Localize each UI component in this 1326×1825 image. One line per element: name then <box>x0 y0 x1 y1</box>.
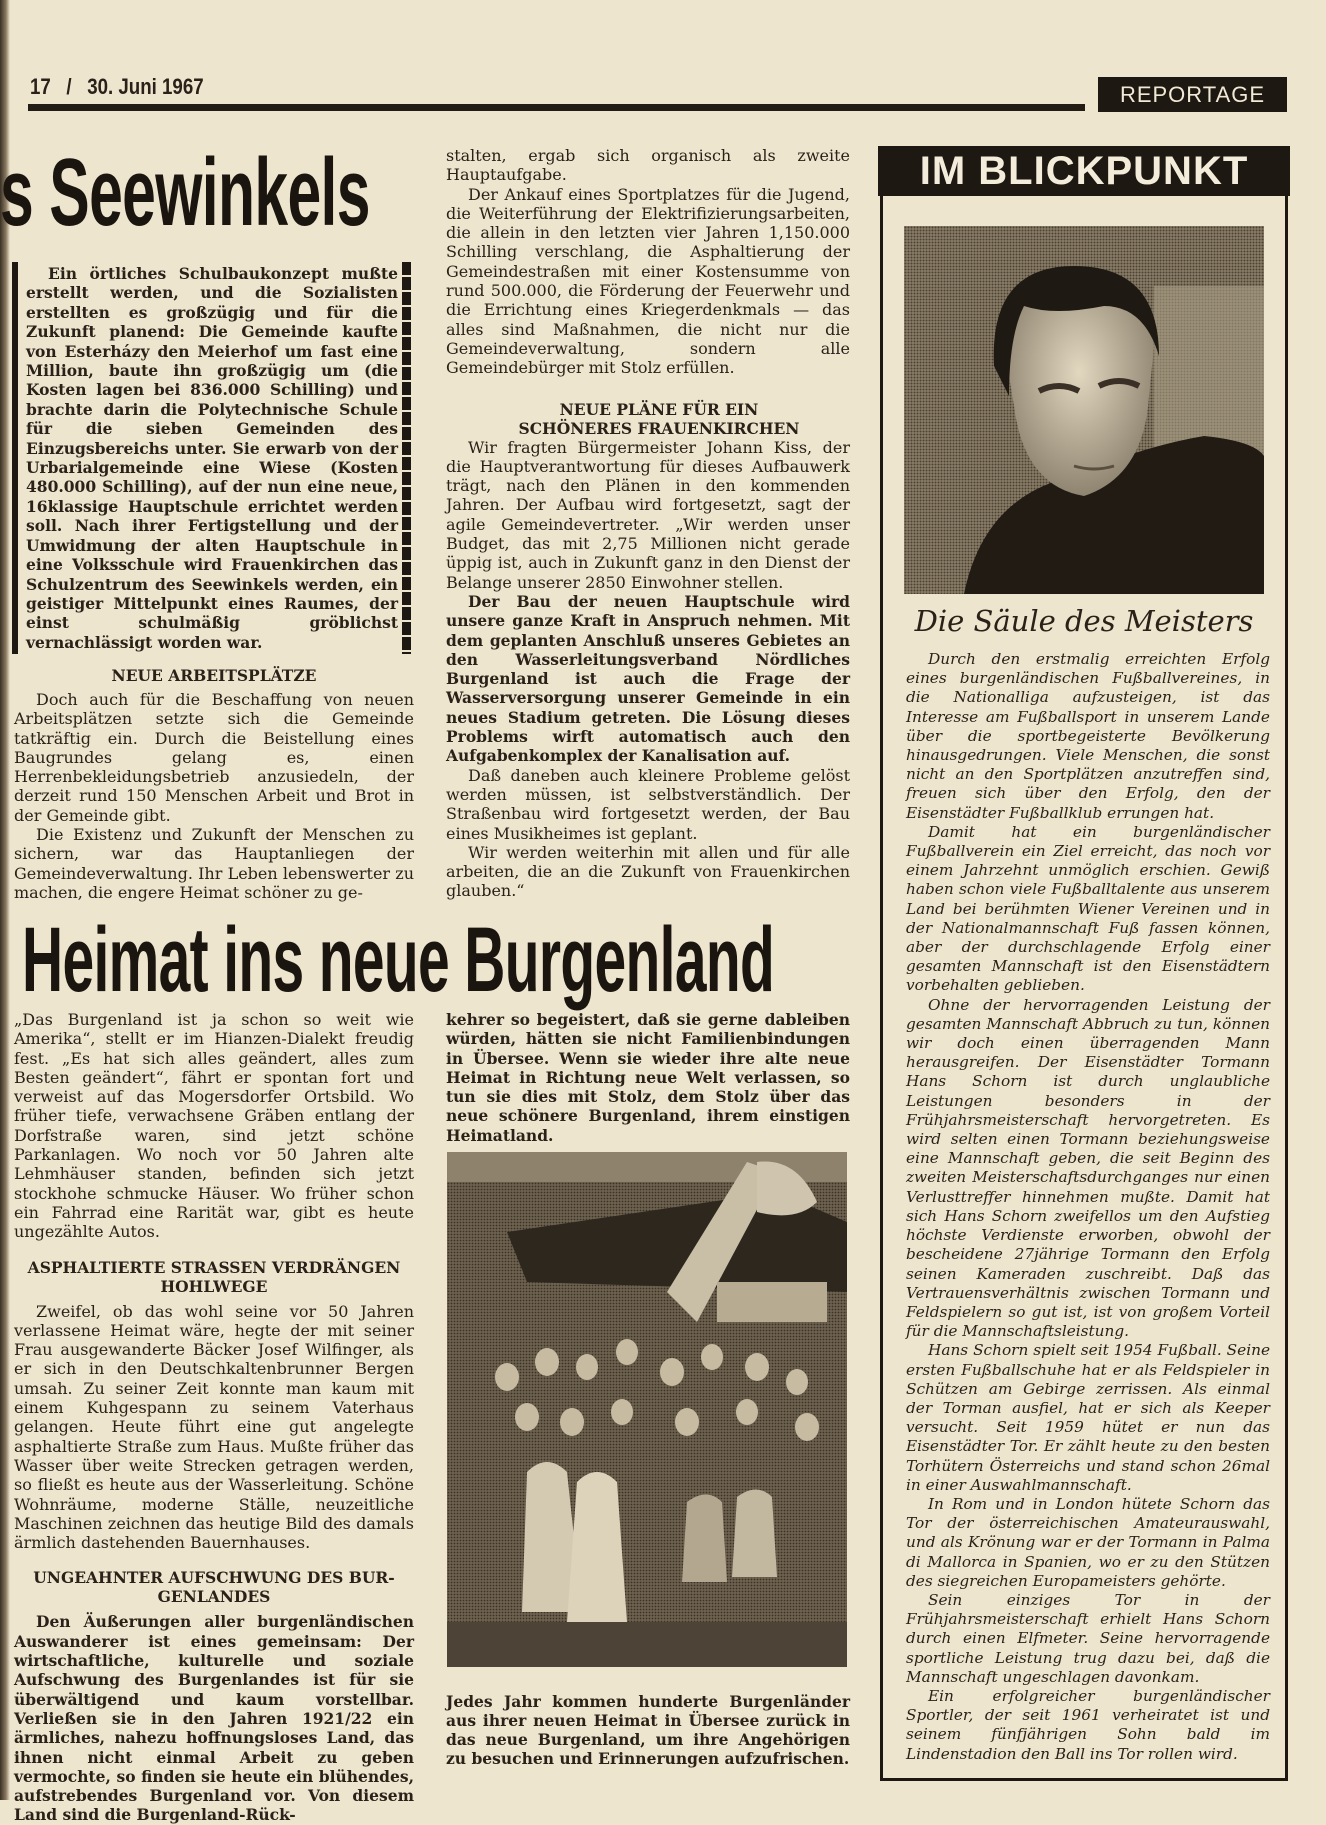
crowd-photo <box>447 1152 847 1667</box>
page-spine-shadow <box>0 0 10 1800</box>
box-border-right <box>402 262 411 654</box>
paragraph: Der Ankauf eines Sportplatzes für die Jugend, die Weiterführung der Elektrifizierungsarbeiten, die allein in den letzten vier Jahren 1,150.000 Schilling verschlang, die Asphaltierung der Gemeindestraßen mit einer Kostensumme von rund 500.000, die Förderung der Feuerwehr und die Errichtung eines Kriegerdenkmals — das alles sind Maßnahmen, die nicht nur die Gemeindeverwaltung, sondern alle Gemeindebürger mit Stolz erfüllen. <box>446 184 850 378</box>
header-rule <box>28 104 1085 111</box>
paragraph: Ein erfolgreicher burgenländischer Sportler, der seit 1961 verheiratet ist und seinem fünfjährigen Sohn bald im Lindenstadion den Ball ins Tor rollen wird. <box>906 1686 1270 1763</box>
issue-date: 30. Juni 1967 <box>87 74 204 99</box>
page-header-date <box>30 74 204 100</box>
bold-paragraph: Der Bau der neuen Hauptschule wird unsere ganze Kraft in Anspruch nehmen. Mit dem geplanten Anschluß unseres Gebietes an den Wasserleitungsverband Nördliches Burgenland ist auch die Frage der Wasserversorgung unserer Gemeinde in ein neues Stadium getreten. Die Lösung dieses Problems wirft automatisch auch den Aufgabenkomplex der Kanalisation auf. <box>446 591 850 766</box>
article2-left-column <box>14 1010 414 1825</box>
subhead-aufschwung-line2: GENLANDES <box>157 1587 271 1607</box>
paragraph: Wir werden weiterhin mit allen und für alle arbeiten, die an die Zukunft von Frauenkirchen glauben.“ <box>446 842 850 901</box>
paragraph: Sein einziges Tor in der Frühjahrsmeisterschaft erhielt Hans Schorn durch einen Elfmeter. Seine hervorragende sportliche Leistung trug dazu bei, daß die Mannschaft ungeschlagen davonkam. <box>906 1590 1270 1686</box>
sidebar-banner: IM BLICKPUNKT <box>878 146 1290 196</box>
subhead-neue-plaene-line2: SCHÖNERES FRAUENKIRCHEN <box>518 418 800 438</box>
paragraph: In Rom und in London hütete Schorn das Tor der österreichischen Amateurauswahl, und als Krönung war er der Tormann in Palma di Mallorca in Spanien, wo er zu den Stützen des siegreichen Europameisters gehörte. <box>906 1494 1270 1590</box>
paragraph: Durch den erstmalig erreichten Erfolg eines burgenländischen Fußballvereines, in die Nationalliga aufzusteigen, ist das Interesse am Fußballsport in unserem Lande über die sportbegeisterte Bevölkerung hinausgedrungen. Viele Menschen, die sonst nicht an den Sportplätzen anzutreffen sind, freuen sich über den Erfolg, den der Eisenstädter Fußballklub errungen hat. <box>906 650 1270 822</box>
subhead-neue-plaene: NEUE PLÄNE FÜR EIN <box>559 399 759 419</box>
subhead-asphaltierte-strassen-line2: HOHLWEGE <box>160 1276 268 1296</box>
article2-headline: Heimat ins neue Burgenland <box>22 909 775 1011</box>
boxed-paragraph-container <box>26 264 398 656</box>
paragraph: Doch auch für die Beschaffung von neuen Arbeitsplätzen setzte sich die Gemeinde tatkräftig ein. Durch die Beistellung eines Baugrundes gelang es, einen Herrenbekleidungsbetrieb anzusiedeln, der derzeit rund 150 Menschen Arbeit und Brot in der Gemeinde gibt. <box>14 690 414 825</box>
article1-middle-column <box>446 146 850 901</box>
box-border-left <box>12 262 18 654</box>
paragraph: Wir fragten Bürgermeister Johann Kiss, der die Hauptverantwortung für dieses Aufbauwerk trägt, nach den Plänen in den kommenden Jahren. Der Aufbau wird fortgesetzt, sagt der agile Gemeindevertreter. „Wir werden unser Budget, das mit 2,75 Millionen nicht gerade üppig ist, auch in Zukunft ganz in den Dienst der Belange unserer 2850 Einwohner stellen. <box>446 437 850 592</box>
paragraph: Ohne der hervorragenden Leistung der gesamten Mannschaft Abbruch zu tun, können wir doch einen überragenden Mann herausgreifen. Der Eisenstädter Tormann Hans Schorn ist durch unglaubliche Leistungen besonders in der Frühjahrsmeisterschaft hervorgetreten. Es wird selten einen Tormann beziehungsweise eine Mannschaft geben, die seit Beginn des zweiten Meisterschaftsdurchganges nur einen Verlusttreffer hinnehmen mußte. Damit hat sich Hans Schorn zweifellos um den Aufstieg höchste Verdienste erworben, obwohl der bescheidene 27jährige Tormann den Erfolg seinen Kameraden zuschreibt. Daß das Vertrauensverhältnis zwischen Tormann und Feldspielern so gut ist, ist von großem Vorteil für die Mannschaftsleistung. <box>906 995 1270 1341</box>
section-label: REPORTAGE <box>1098 77 1287 112</box>
paragraph: Damit hat ein burgenländischer Fußballverein ein Ziel erreicht, das noch vor einem Jahrzehnt unmöglich erschien. Gewiß haben schon viele Fußballtalente aus unserem Land bei berühmten Wiener Vereinen und in der Nationalmannschaft Fuß fassen können, aber der durchschlagende Erfolg einer gesamten Mannschaft ist den Eisenstädtern vorbehalten geblieben. <box>906 822 1270 995</box>
article2-middle-text <box>446 1010 850 1150</box>
paragraph: Zweifel, ob das wohl seine vor 50 Jahren verlassene Heimat wäre, hegte der mit seiner Frau ausgewanderte Bäcker Josef Wilfinger, als er sich in den Deutschkaltenbrunner Bergen umsah. Zu seiner Zeit konnte man kaum mit einem Kuhgespann zu seinem Vaterhaus gelangen. Heute führt eine gut angelegte asphaltierte Straße zum Haus. Mußte früher das Wasser über weite Strecken getragen werden, so fließt es heute aus der Wasserleitung. Schöne Wohnräume, moderne Ställe, neuzeitliche Maschinen zeichnen das heutige Bild des damals ärmlich dastehenden Bauernhauses. <box>14 1301 414 1553</box>
page-number: 17 <box>30 74 51 99</box>
subhead-asphaltierte-strassen: ASPHALTIERTE STRASSEN VERDRÄNGEN <box>27 1257 401 1277</box>
bold-paragraph: kehrer so begeistert, daß sie gerne dableiben würden, hätten sie nicht Familienbindungen in Übersee. Wenn sie wieder ihre alte neue Heimat in Richtung neue Welt verlassen, so tun sie dies mit Stolz, dem Stolz über das neue schönere Burgenland, ihrem einstigen Heimatland. <box>446 1010 850 1145</box>
bold-paragraph: Den Äußerungen aller burgenländischen Auswanderer ist eines gemeinsam: Der wirtschaftliche, kulturelle und soziale Aufschwung des Burgenlandes ist für sie überwältigend und kaum vorstellbar. Verließen sie in den Jahren 1921/22 ein ärmliches, nahezu hoffnungsloses Land, das ihnen nicht einmal Arbeit zu geben vermochte, so finden sie heute ein blühendes, aufstrebendes Burgenland vor. Von diesem Land sind die Burgenland-Rück- <box>14 1612 414 1825</box>
header-separator: / <box>66 74 72 99</box>
sidebar-title: Die Säule des Meisters <box>914 604 1254 638</box>
portrait-photo <box>904 226 1264 594</box>
subhead-neue-arbeitsplaetze: NEUE ARBEITSPLÄTZE <box>111 666 317 685</box>
photo-caption: Jedes Jahr kommen hunderte Burgenländer aus ihrer neuen Heimat in Übersee zurück in das neue Burgenland, um ihre Angehörigen zu besuchen und Erinnerungen aufzufrischen. <box>446 1692 850 1768</box>
article1-left-lower <box>14 666 414 902</box>
paragraph: Die Existenz und Zukunft der Menschen zu sichern, war das Hauptanliegen der Gemeindeverwaltung. Ihr Leben lebenswerter zu machen, die engere Heimat schöner zu ge- <box>14 825 414 902</box>
subhead-aufschwung: UNGEAHNTER AUFSCHWUNG DES BUR- <box>33 1568 395 1588</box>
paragraph: Daß daneben auch kleinere Probleme gelöst werden müssen, ist selbstverständlich. Der Straßenbau wird fortgesetzt werden, der Bau eines Musikheimes ist geplant. <box>446 765 850 843</box>
boxed-paragraph: Ein örtliches Schulbaukonzept mußte erstellt werden, und die Sozialisten erstellten es großzügig und für die Zukunft planend: Die Gemeinde kaufte von Esterházy den Meierhof um fast eine Million, baute ihn großzügig um (die Kosten lagen bei 836.000 Schilling) und brachte darin die Polytechnische Schule für die sieben Gemeinden des Einzugsbereichs unter. Sie erwarb von der Urbarialgemeinde eine Wiese (Kosten 480.000 Schilling), auf der nun eine neue, 16klassige Hauptschule errichtet werden soll. Nach ihrer Fertigstellung und der Umwidmung der alten Hauptschule in eine Volksschule wird Frauenkirchen das Schulzentrum des Seewinkels werden, ein geistiger Mittelpunkt eines Raumes, der einst schulmäßig gröblichst vernachlässigt worden war. <box>26 264 398 652</box>
article1-headline: s Seewinkels <box>0 139 370 246</box>
sidebar-text <box>906 650 1270 1768</box>
paragraph: stalten, ergab sich organisch als zweite Hauptaufgabe. <box>446 146 850 185</box>
paragraph: „Das Burgenland ist ja schon so weit wie Amerika“, stellt er im Hianzen-Dialekt freudig fest. „Es hat sich alles geändert, alles zum Besten geändert“, fährt er spontan fort und verweist auf das Mogersdorfer Ortsbild. Wo früher tiefe, verwachsene Gräben entlang der Dorfstraße waren, sind jetzt schöne Parkanlagen. Wo noch vor 50 Jahren alte Lehmhäuser standen, befinden sich jetzt stockhohe schmucke Häuser. Wo früher schon ein Fahrrad eine Rarität war, gibt es heute ungezählte Autos. <box>14 1010 414 1242</box>
paragraph: Hans Schorn spielt seit 1954 Fußball. Seine ersten Fußballschuhe hat er als Feldspieler in Schützen am Gebirge zerrissen. Als einmal der Torman ausfiel, hat er sich als Keeper versucht. Seit 1959 hütet er nun das Eisenstädter Tor. Er zählt heute zu den besten Torhütern Österreichs und stand schon 26mal in einer Auswahlmannschaft. <box>906 1341 1270 1494</box>
